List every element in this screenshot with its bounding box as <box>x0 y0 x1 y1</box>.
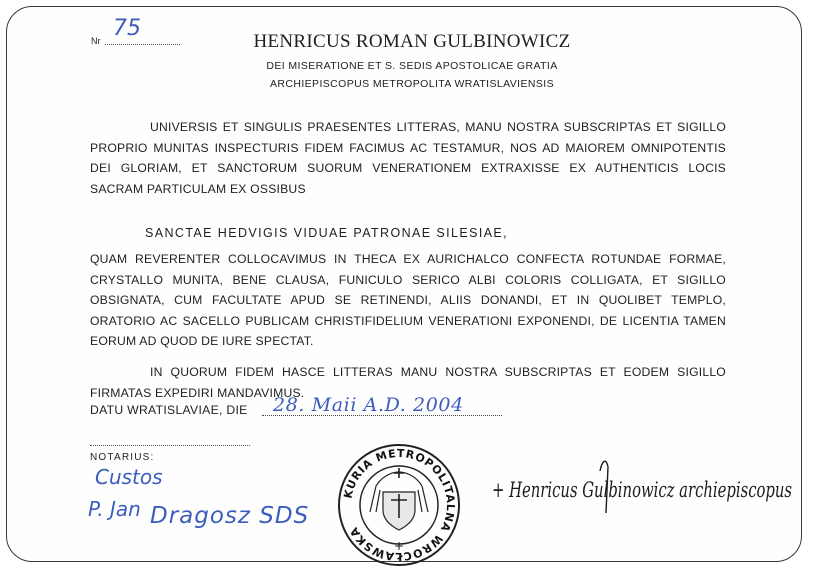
notary-handwriting-line-2: P. Jan <box>88 497 141 521</box>
coat-of-arms-icon <box>370 468 428 530</box>
archdiocese-seal <box>336 442 462 568</box>
seal-inscription: KURIA METROPOLITALNA WROCŁAWSKA <box>341 446 458 564</box>
issuer-subtitle-1: DEI MISERATIONE ET S. SEDIS APOSTOLICAE GRATIA <box>266 60 558 72</box>
number-label: Nr <box>91 36 101 46</box>
notary-signature: Dragosz SDS <box>150 503 310 529</box>
date-label: DATU WRATISLAVIAE, DIE <box>90 403 248 417</box>
intro-paragraph: UNIVERSIS ET SINGULIS PRAESENTES LITTERAS, MANU NOSTRA SUBSCRIPTAS ET SIGILLO PROPRIO MUNITAS INSPECTURIS FIDEM FACIMUS AC TESTAMUR, NOS AD MAIOREM OMNIPOTENTIS DEI GLORIAM, ET SANCTORUM SUORUM VENERATIONEM EXTRAXISSE EX AUTHENTICIS LOCIS SACRAM PARTICULAM EX OSSIBUS <box>90 120 726 196</box>
reliquary-paragraph: QUAM REVERENTER COLLOCAVIMUS IN THECA EX AURICHALCO CONFECTA ROTUNDAE FORMAE, CRYSTALLO MUNITA, BENE CLAUSA, FUNICULO SERICO ALBI COLORIS COLLIGATA, ET SIGILLO OBSIGNATA, CUM FACULTATE APUD SE RETINENDI, ALIIS DONANDI, ET IN QUOLIBET TEMPLO, ORATORIO AC SACELLO PUBLICAM CHRISTIFIDELIUM VENERATIONI EXPONENDI, DE LICENTIA TAMEN EORUM AD QUOD DE IURE SPECTAT. <box>90 252 726 348</box>
svg-text:+ Henricus Gulbinowicz archiep: + Henricus Gulbinowicz archiepiscopus <box>492 478 793 502</box>
notary-handwriting-line-1: Custos <box>95 465 163 489</box>
saint-name: SANCTAE HEDVIGIS VIDUAE PATRONAE SILESIAE, <box>145 226 509 240</box>
notary-label: NOTARIUS: <box>90 452 155 463</box>
notary-dotted-line <box>90 445 250 446</box>
attestation-paragraph: IN QUORUM FIDEM HASCE LITTERAS MANU NOSTRA SUBSCRIPTAS ET EODEM SIGILLO FIRMATAS EXPEDIRI MANDAVIMUS. <box>90 365 726 400</box>
number-handwritten: 75 <box>113 16 141 41</box>
issuer-subtitle-2: ARCHIEPISCOPUS METROPOLITA WRATISLAVIENSIS <box>269 78 555 90</box>
issuer-title: HENRICUS ROMAN GULBINOWICZ <box>253 31 571 52</box>
archbishop-signature <box>488 455 808 525</box>
seal-cross-icon: + <box>393 539 405 553</box>
date-handwritten: 28. Maii A.D. 2004 <box>273 394 464 416</box>
